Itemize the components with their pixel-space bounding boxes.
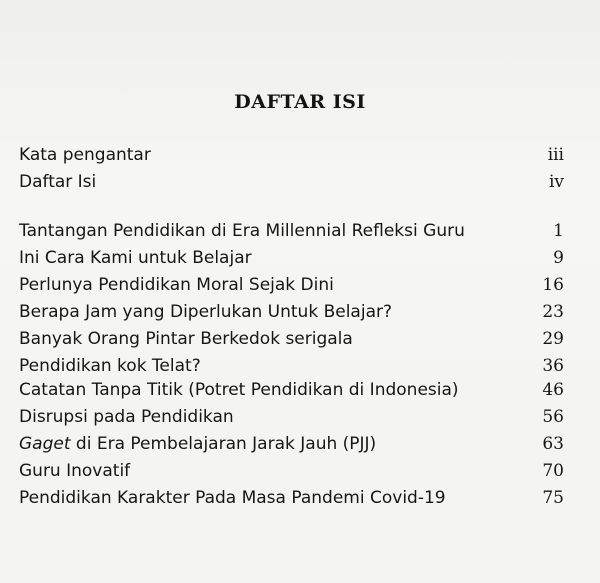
toc-entry-chapter-2[interactable] xyxy=(19,246,564,270)
toc-entry-page: 75 xyxy=(542,488,564,508)
toc-entry-title: Catatan Tanpa Titik (Potret Pendidikan di Indonesia) xyxy=(19,380,459,400)
toc-entry-title: Kata pengantar xyxy=(19,145,151,165)
toc-entry-chapter-3[interactable] xyxy=(19,273,564,297)
toc-entry-page: 29 xyxy=(542,329,564,349)
toc-entry-title: Perlunya Pendidikan Moral Sejak Dini xyxy=(19,275,334,295)
toc-entry-chapter-8[interactable] xyxy=(19,405,564,429)
toc-entry-chapter-4[interactable] xyxy=(19,300,564,324)
toc-entry-chapter-1[interactable] xyxy=(19,219,564,243)
toc-entry-page: 16 xyxy=(542,275,564,295)
toc-entry-title: Pendidikan kok Telat? xyxy=(19,356,201,376)
toc-entry-title: Pendidikan Karakter Pada Masa Pandemi Covid-19 xyxy=(19,488,446,508)
toc-entry-title: Tantangan Pendidikan di Era Millennial Refleksi Guru xyxy=(19,221,465,241)
toc-entry-kata-pengantar[interactable] xyxy=(19,143,564,167)
toc-entry-chapter-10[interactable] xyxy=(19,459,564,483)
page-title: DAFTAR ISI xyxy=(234,91,366,113)
toc-entry-chapter-6[interactable] xyxy=(19,354,564,378)
toc-entry-title: Ini Cara Kami untuk Belajar xyxy=(19,248,252,268)
toc-entry-page: 46 xyxy=(542,380,564,400)
toc-entry-page: 9 xyxy=(553,248,564,268)
toc-entry-title: Berapa Jam yang Diperlukan Untuk Belajar? xyxy=(19,302,392,322)
toc-entry-chapter-11[interactable] xyxy=(19,486,564,510)
toc-entry-title-rest: di Era Pembelajaran Jarak Jauh (PJJ) xyxy=(70,434,377,454)
toc-entry-page: 1 xyxy=(553,221,564,241)
toc-entry-daftar-isi[interactable] xyxy=(19,170,564,194)
toc-entry-page: 23 xyxy=(542,302,564,322)
toc-entry-title: Guru Inovatif xyxy=(19,461,131,481)
toc-entry-title: Disrupsi pada Pendidikan xyxy=(19,407,234,427)
toc-entry-page: 56 xyxy=(542,407,564,427)
toc-entry-page: iv xyxy=(548,172,564,192)
toc-entry-page: 36 xyxy=(542,356,564,376)
toc-entry-title-italic: Gaget xyxy=(19,434,71,454)
toc-entry-chapter-5[interactable] xyxy=(19,327,564,351)
toc-entry-page: 70 xyxy=(542,461,564,481)
toc-entry-title: Daftar Isi xyxy=(19,172,97,192)
toc-entry-page: 63 xyxy=(542,434,564,454)
toc-entry-title xyxy=(19,432,376,456)
toc-entry-title: Banyak Orang Pintar Berkedok serigala xyxy=(19,329,353,349)
toc-entry-page: iii xyxy=(547,145,564,165)
toc-entry-chapter-9[interactable] xyxy=(19,432,564,456)
toc-entry-chapter-7[interactable] xyxy=(19,378,564,402)
